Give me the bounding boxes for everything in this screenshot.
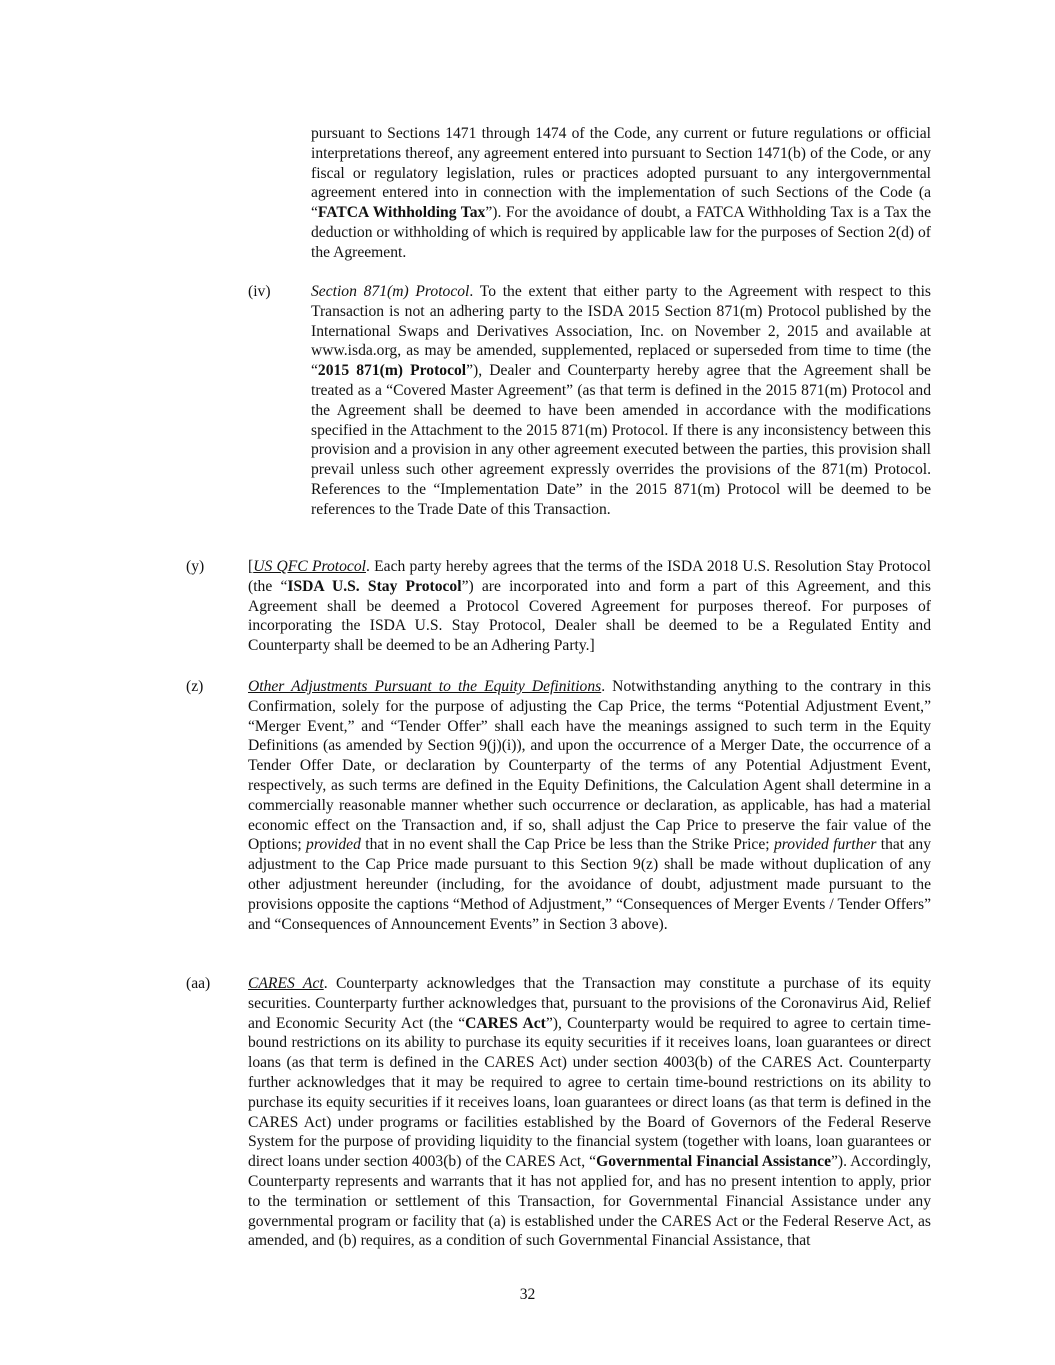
clause-text: ”). Accordingly, Counterparty represents and warrants that it has not applied for, and has no present intention to apply, prior to the termination or settlement of this Transaction, for Governmental Financial Assistance under any governmental program or facility that (a) is established under the CARES Act or the Federal Reserve Act, as amended, and (b) requires, as a condition of such Governmental Financial Assistance, that bbox=[248, 1153, 931, 1250]
clause-y bbox=[186, 557, 931, 656]
clause-label: (y) bbox=[186, 558, 205, 575]
defined-term-stay-protocol: ISDA U.S. Stay Protocol bbox=[287, 577, 462, 595]
clause-text: ”), Dealer and Counterparty hereby agree that the Agreement shall be treated as a “Covered Master Agreement” (as that term is defined in the 2015 871(m) Protocol and the Agreement shall be deemed to have been amended in accordance with the modifications specified in the Attachment to the 2015 871(m) Protocol. If there is any inconsistency between this provision and a provision in any other agreement executed between the parties, this provision shall prevail unless such other agreement expressly overrides the provisions of the 871(m) Protocol. References to the “Implementation Date” in the 2015 871(m) Protocol will be deemed to be references to the Trade Date of this Transaction. bbox=[311, 362, 931, 518]
defined-term-cares: CARES Act bbox=[465, 1014, 546, 1032]
clause-body bbox=[248, 974, 931, 1251]
clause-label: (aa) bbox=[186, 975, 211, 992]
clause-heading: CARES Act bbox=[248, 975, 324, 992]
clause-body bbox=[248, 557, 931, 656]
clause-z bbox=[186, 677, 931, 934]
clause-label: (iv) bbox=[248, 283, 271, 300]
clause-text: that any adjustment to the Cap Price made pursuant to this Section 9(z) shall be made without duplication of any other adjustment hereunder (including, for the avoidance of doubt, adjustment made pursuant to the provisions opposite the captions “Method of Adjustment,” “Consequences of Merger Events / Tender Offers” and “Consequences of Announcement Events” in Section 3 above). bbox=[248, 836, 931, 933]
continued-text-2: ”). For the avoidance of doubt, a FATCA Withholding Tax is a Tax the deduction or withholding of which is required by applicable law for the purposes of Section 2(d) of the Agreement. bbox=[311, 204, 931, 261]
continued-text-1: pursuant to Sections 1471 through 1474 of the Code, any current or future regulations or official interpretations thereof, any agreement entered into pursuant to Section 1471(b) of the Code, or any fiscal or regulatory legislation, rules or practices adopted pursuant to any intergovernmental agreement entered into in connection with the implementation of such Sections of the Code (a “ bbox=[311, 125, 931, 222]
clause-body bbox=[248, 677, 931, 934]
clause-text: . Notwithstanding anything to the contrary in this Confirmation, solely for the purpose of adjusting the Cap Price, the terms “Potential Adjustment Event,” “Merger Event,” and “Tender Offer” shall each have the meanings assigned to such term in the Equity Definitions (as amended by Section 9(j)(i)), and upon the occurrence of a Merger Date, the occurrence of a Tender Offer Date, or declaration by Counterparty of the terms of any Potential Adjustment Event, respectively, as such terms are defined in the Equity Definitions, the Calculation Agent shall determine in a commercially reasonable manner whether such occurrence or declaration, as applicable, has had a material economic effect on the Transaction and, if so, shall adjust the Cap Price to preserve the fair value of the Options; bbox=[248, 678, 931, 854]
clause-label: (z) bbox=[186, 678, 204, 695]
defined-term-fatca: FATCA Withholding Tax bbox=[317, 204, 486, 222]
page-number: 32 bbox=[519, 1286, 536, 1303]
proviso-term: provided bbox=[306, 836, 361, 854]
proviso-term: provided further bbox=[773, 836, 877, 854]
clause-aa bbox=[186, 974, 931, 1251]
clause-heading: Other Adjustments Pursuant to the Equity Definitions bbox=[248, 678, 602, 695]
continued-paragraph bbox=[311, 124, 931, 263]
clause-heading: Section 871(m) Protocol bbox=[311, 283, 470, 300]
clause-text: ”) are incorporated into and form a part of this Agreement, and this Agreement shall be deemed a Protocol Covered Agreement for purposes thereof. For purposes of incorporating the ISDA U.S. Stay Protocol, Dealer shall be deemed to be a Regulated Entity and Counterparty shall be deemed to be an Adhering Party.] bbox=[248, 577, 931, 655]
clause-text: that in no event shall the Cap Price be less than the Strike Price; bbox=[360, 836, 774, 854]
clause-text: ”), Counterparty would be required to agree to certain time-bound restrictions on its ability to purchase its equity securities if it receives loans, loan guarantees or direct loans (as that term is defined in the CARES Act) under section 4003(b) of the CARES Act. Counterparty further acknowledges that it may be required to agree to certain time-bound restrictions on its ability to purchase its equity securities if it receives loans, loan guarantees or direct loans (as that term is defined in the CARES Act) under programs or facilities established by the Board of Governors of the Federal Reserve System for the purpose of providing liquidity to the financial system (together with loans, loan guarantees or direct loans under section 4003(b) of the CARES Act, “ bbox=[248, 1014, 931, 1171]
defined-term-871m: 2015 871(m) Protocol bbox=[317, 362, 467, 380]
defined-term-gfa: Governmental Financial Assistance bbox=[596, 1153, 832, 1171]
clause-iv bbox=[248, 282, 931, 520]
clause-text: . Each party hereby agrees that the terms of the ISDA 2018 U.S. Resolution Stay Protocol (the “ bbox=[248, 558, 931, 595]
clause-text: . To the extent that either party to the Agreement with respect to this Transaction is not an adhering party to the ISDA 2015 Section 871(m) Protocol published by the International Swaps and Derivatives Association, Inc. on November 2, 2015 and available at www.isda.org, as may be amended, supplemented, replaced or superseded from time to time (the “ bbox=[311, 283, 931, 380]
clause-body bbox=[311, 282, 931, 520]
bracket-open: [ bbox=[248, 558, 254, 575]
clause-text: . Counterparty acknowledges that the Transaction may constitute a purchase of its equity securities. Counterparty further acknowledges that, pursuant to the provisions of the Coronavirus Aid, Relief and Economic Security Act (the “ bbox=[248, 975, 932, 1032]
clause-heading: US QFC Protocol bbox=[253, 558, 366, 575]
